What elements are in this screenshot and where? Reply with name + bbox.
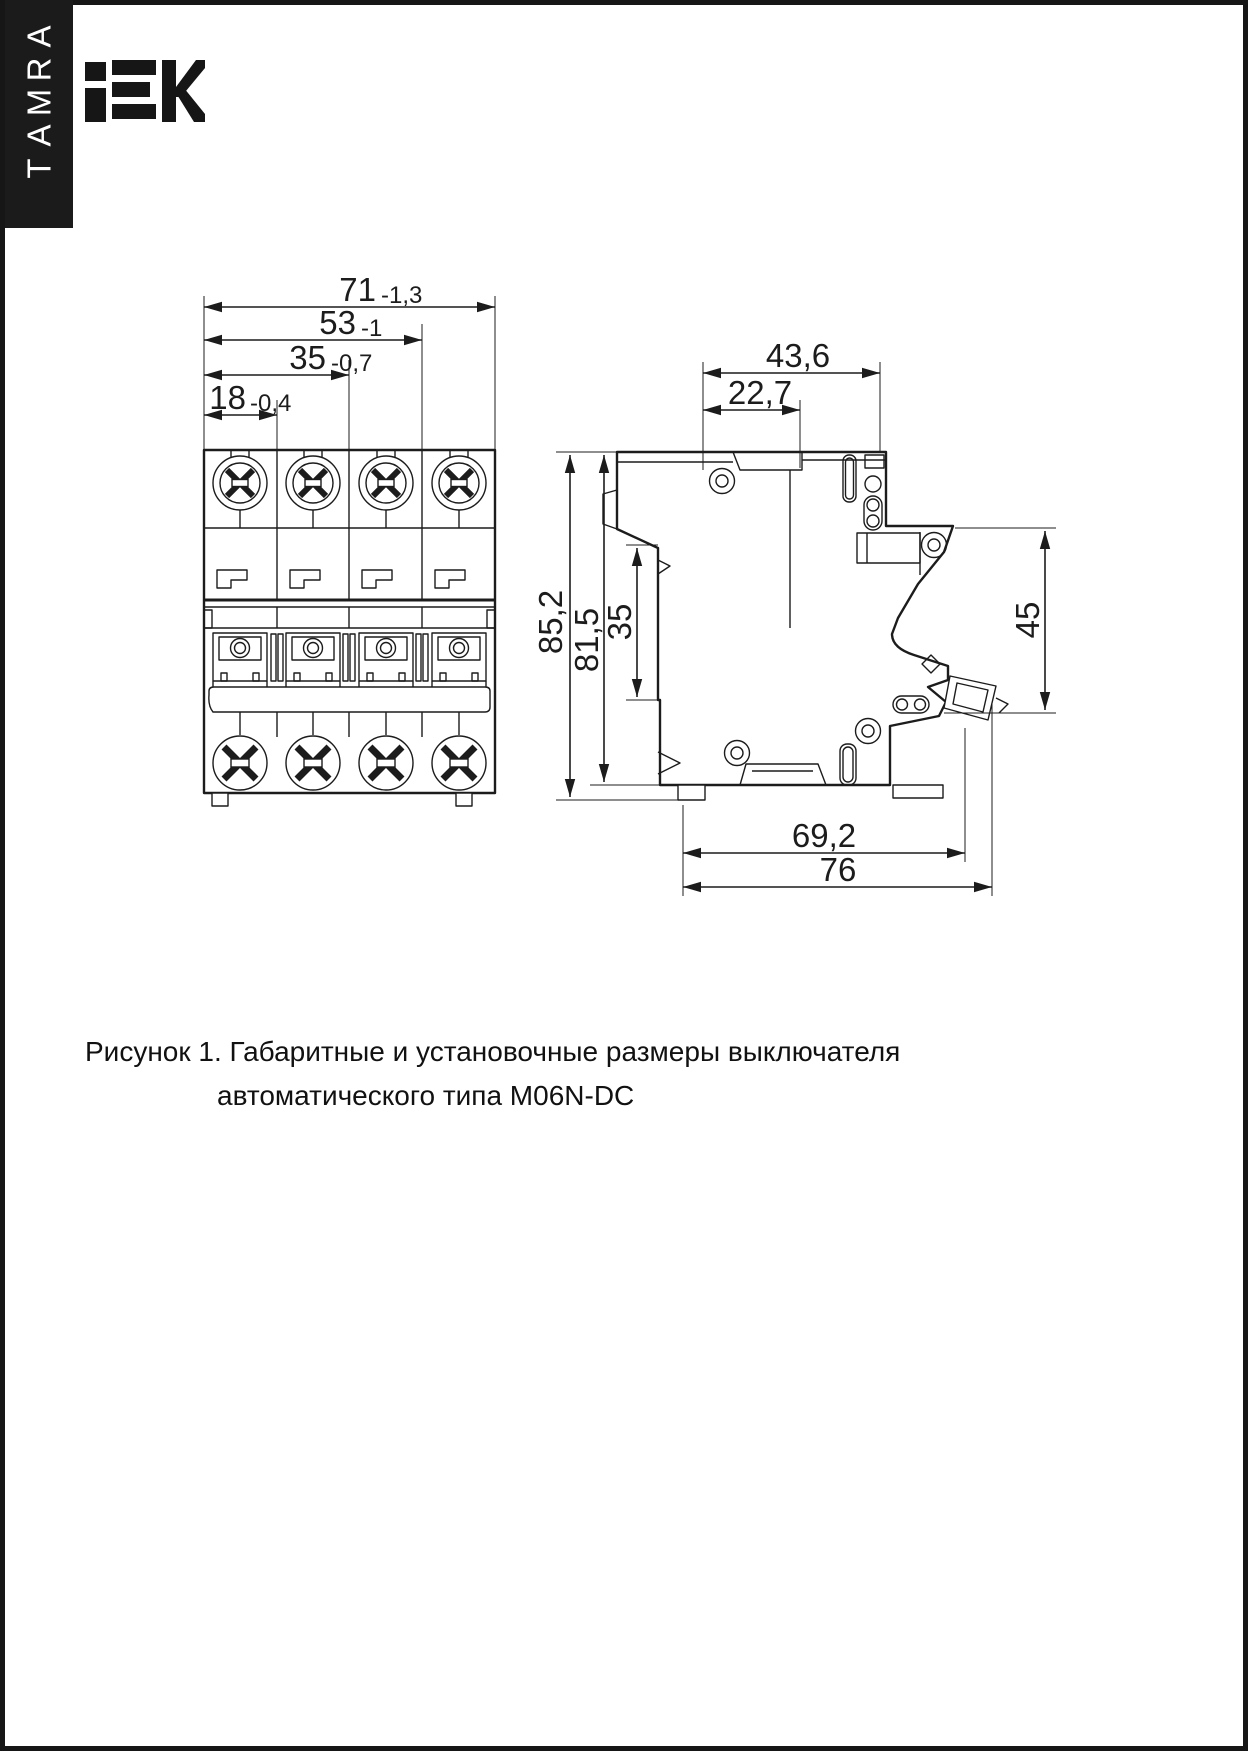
armat-letter: A xyxy=(20,124,57,147)
dim-value-69-2: 69,2 xyxy=(791,817,857,854)
dim-tol-35: -0,7 xyxy=(331,350,373,377)
dim-value-53: 53 xyxy=(319,304,356,341)
side-profile xyxy=(617,452,953,785)
dim-value-18: 18 xyxy=(209,379,246,416)
dim-value-85-2: 85,2 xyxy=(532,589,569,655)
dim-value-71: 71 xyxy=(339,271,376,308)
dim-value-45: 45 xyxy=(1009,601,1046,639)
dim-value-43-6: 43,6 xyxy=(765,337,831,374)
armat-letter: A xyxy=(20,25,57,48)
side-view xyxy=(532,337,1056,896)
front-view xyxy=(204,271,495,806)
armat-letter: T xyxy=(20,158,57,179)
armat-letter: M xyxy=(20,88,57,117)
dim-tol-53: -1 xyxy=(361,315,383,342)
dim-value-76: 76 xyxy=(819,851,857,888)
dim-tol-18: -0,4 xyxy=(250,390,292,417)
caption-line-2: автоматического типа M06N-DC xyxy=(217,1080,635,1111)
front-dim-labels xyxy=(209,271,422,417)
dim-value-81-5: 81,5 xyxy=(568,607,605,673)
handle-tie-bar xyxy=(209,687,490,712)
caption-line-1: Рисунок 1. Габаритные и установочные размеры выключателя xyxy=(85,1036,901,1067)
dim-value-35: 35 xyxy=(289,339,326,376)
figure-caption xyxy=(85,1030,900,1118)
armat-letter: R xyxy=(20,57,57,82)
dim-value-35-side: 35 xyxy=(601,603,638,641)
dim-value-22-7: 22,7 xyxy=(727,374,793,411)
dim-tol-71: -1,3 xyxy=(381,282,423,309)
